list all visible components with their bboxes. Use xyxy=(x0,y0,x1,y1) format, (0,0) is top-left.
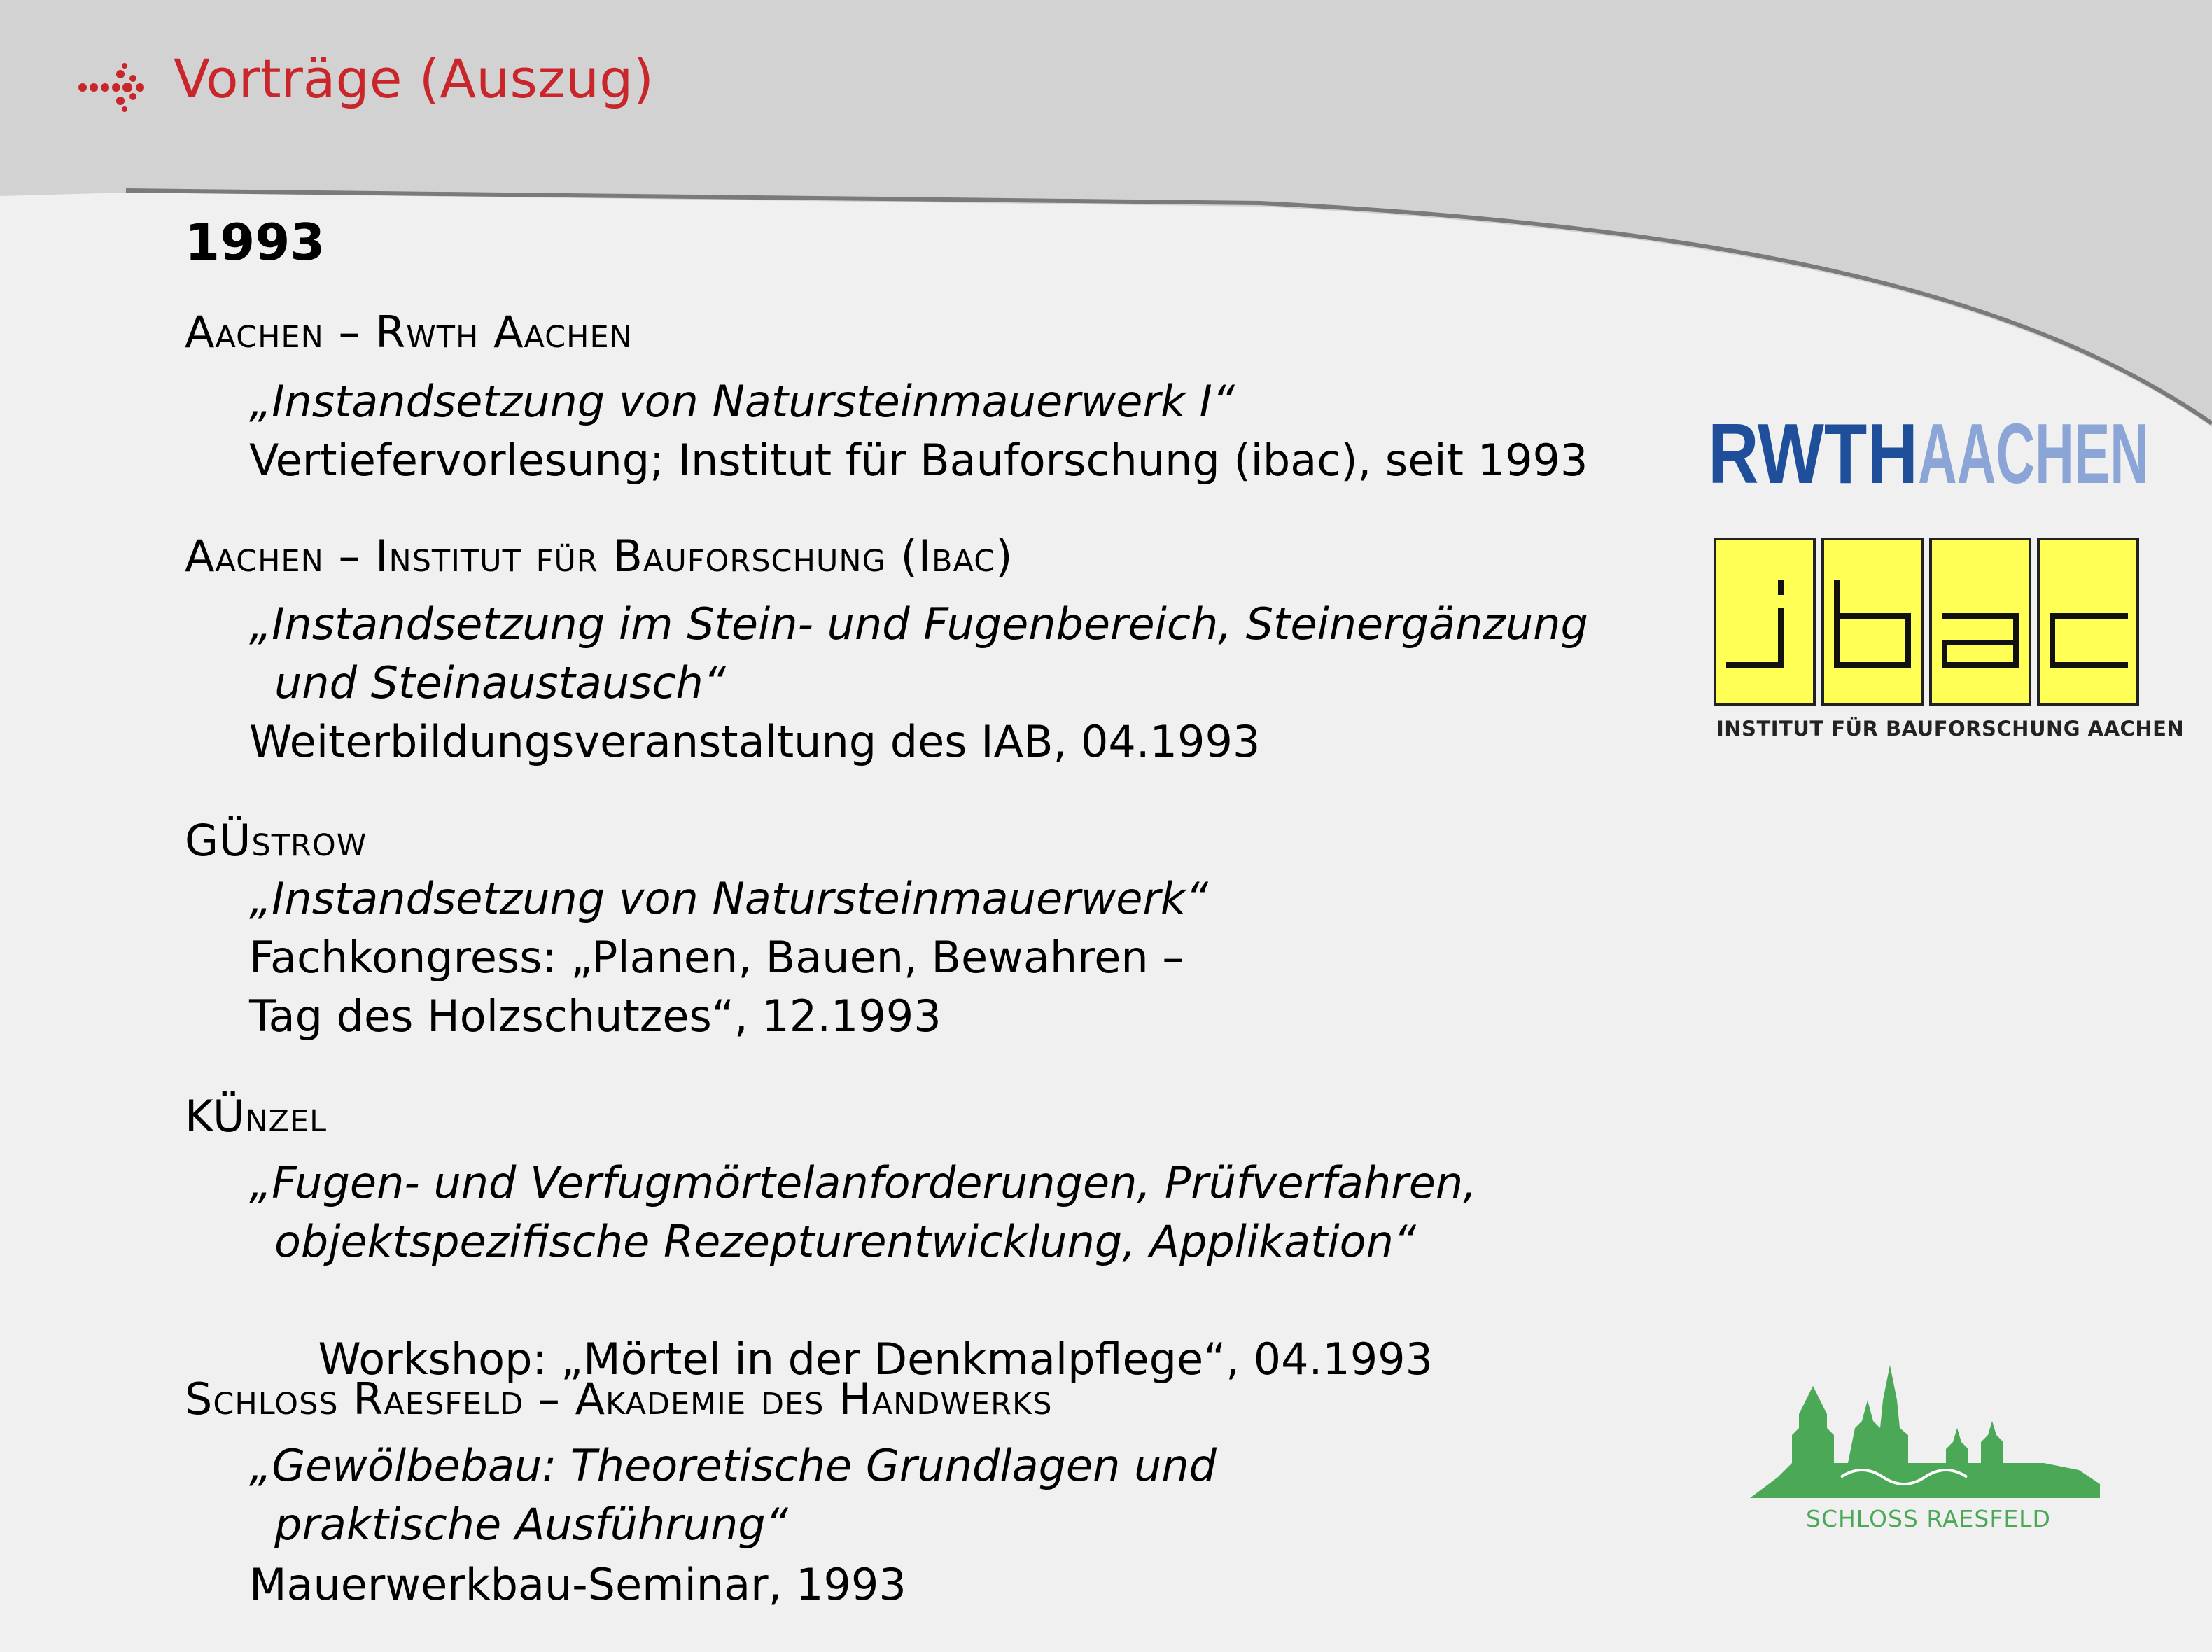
talk-title-line: „Instandsetzung im Stein- und Fugenbereich, Steinergänzung xyxy=(249,598,1588,650)
rwth-aachen-logo xyxy=(1708,413,2156,490)
entry-location: Schloss Raesfeld – Akademie des Handwerks xyxy=(185,1373,1053,1424)
akademie-logo-line-1: AKADEMIE xyxy=(1940,1473,2085,1504)
entry-talk-title xyxy=(249,869,1208,928)
entry-location: Aachen – Institut für Bauforschung (Ibac) xyxy=(185,531,1014,582)
ibac-caption: INSTITUT FÜR BAUFORSCHUNG AACHEN xyxy=(1716,717,2185,741)
entry-talk-title xyxy=(249,1436,1217,1554)
entry-talk-title xyxy=(249,1154,1477,1271)
entry-description xyxy=(249,1555,906,1614)
entry-description xyxy=(249,713,1260,771)
entry-location: Aachen – Rwth Aachen xyxy=(185,307,633,358)
entry-talk-title xyxy=(249,595,1588,713)
page-title: Vorträge (Auszug) xyxy=(174,48,654,110)
description-line: Tag des Holzschutzes“, 12.1993 xyxy=(249,990,941,1042)
talk-title-line: „Fugen- und Verfugmörtelanforderungen, Prüfverfahren, xyxy=(249,1157,1477,1208)
entry-location: GÜstrow xyxy=(185,815,368,866)
talk-title-line: und Steinaustausch“ xyxy=(274,657,726,708)
description-line: Vertiefervorlesung; Institut für Bauforschung (ibac), seit 1993 xyxy=(249,435,1588,486)
talk-title-line: praktische Ausführung“ xyxy=(274,1499,788,1550)
ibac-logo xyxy=(1714,538,2141,706)
description-line: Workshop: „Mörtel in der Denkmalpflege“, 04.1993 xyxy=(304,1334,1434,1385)
description-line: Weiterbildungsveranstaltung des IAB, 04.1993 xyxy=(249,716,1261,767)
description-line: Fachkongress: „Planen, Bauen, Bewahren – xyxy=(249,932,1184,983)
entry-description xyxy=(249,431,1588,490)
talk-title-line: „Instandsetzung von Natursteinmauerwerk I“ xyxy=(249,376,1235,427)
talk-title-line: „Gewölbebau: Theoretische Grundlagen und xyxy=(249,1440,1217,1491)
entry-description xyxy=(249,928,1184,1046)
rwth-logo-text-1: RWTH xyxy=(1708,413,1918,490)
description-line: Mauerwerkbau-Seminar, 1993 xyxy=(249,1559,906,1610)
talk-title-line: „Instandsetzung von Natursteinmauerwerk“ xyxy=(249,873,1208,924)
dotted-arrow-icon xyxy=(78,63,146,112)
year-heading: 1993 xyxy=(185,213,326,272)
akademie-logo-line-2: SCHLOSS RAESFELD xyxy=(1806,1505,2051,1532)
entry-talk-title xyxy=(249,372,1235,431)
talk-title-line: objektspezifische Rezepturentwicklung, Applikation“ xyxy=(274,1216,1417,1267)
rwth-logo-text-2: AACHEN xyxy=(1918,413,2149,490)
entry-location: KÜnzel xyxy=(185,1091,328,1142)
